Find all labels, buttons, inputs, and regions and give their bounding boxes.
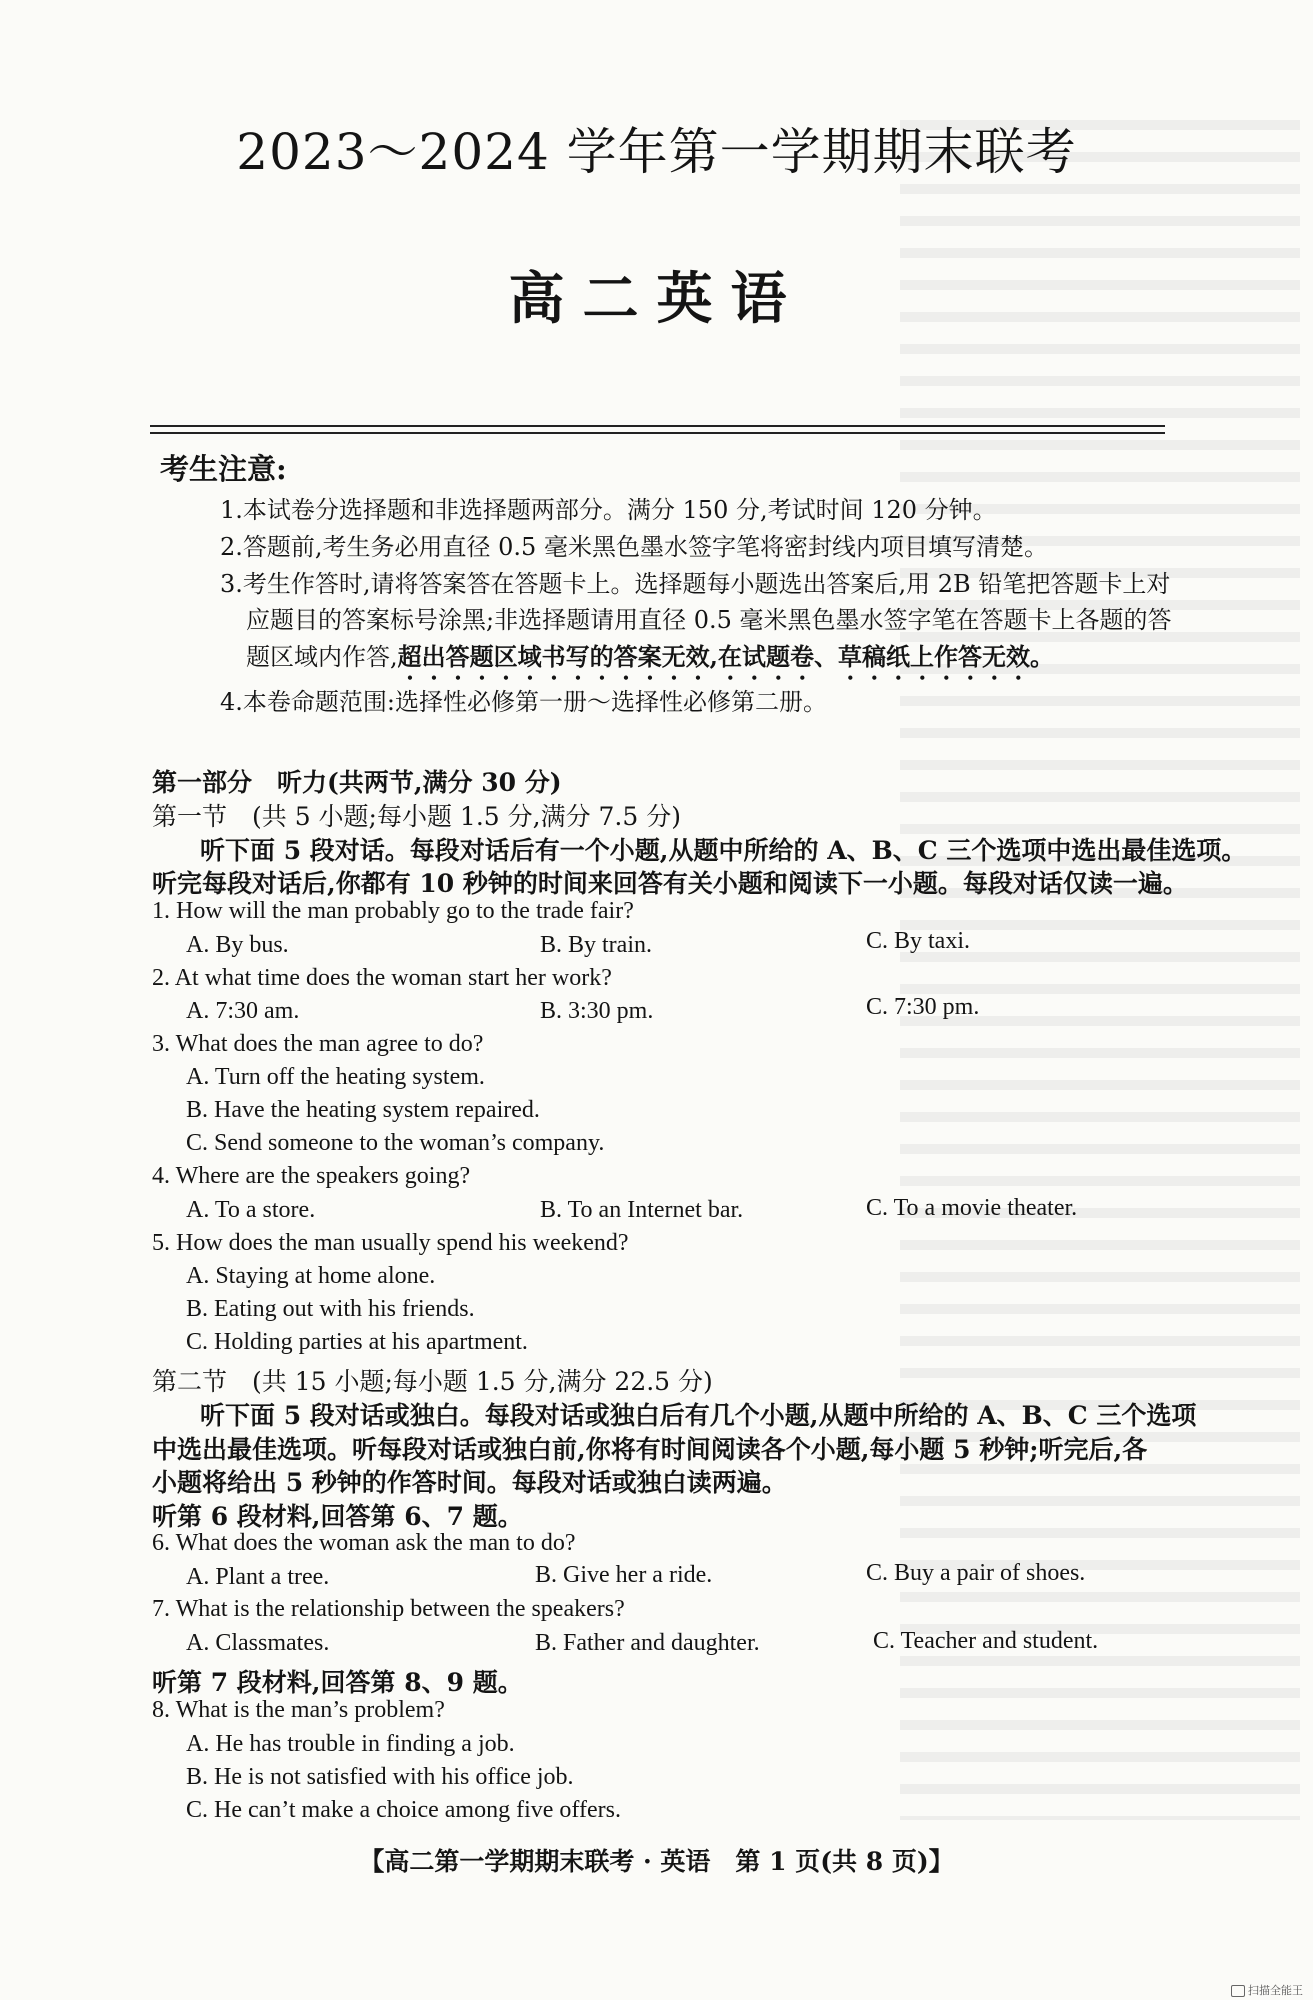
question-number: 1. [152, 898, 170, 924]
q3-option-c[interactable]: C. Send someone to the woman’s company. [186, 1130, 605, 1156]
notice-item-3-end [246, 637, 1054, 685]
question-text: How will the man probably go to the trade fair? [176, 898, 634, 924]
question-7 [152, 1596, 625, 1623]
divider-top [150, 425, 1165, 427]
page-footer: 【高二第一学期期末联考 · 英语 第 1 页(共 8 页)】 [359, 1847, 954, 1876]
question-number: 7. [152, 1596, 170, 1622]
question-text: What is the relationship between the speakers? [175, 1596, 625, 1622]
question-number: 4. [152, 1163, 170, 1189]
q2-option-b[interactable]: B. 3:30 pm. [540, 998, 654, 1024]
part1-heading: 第一部分 听力(共两节,满分 30 分) [152, 768, 562, 797]
watermark-text: 扫描全能王 [1248, 1984, 1303, 1997]
exam-title: 2023～2024 学年第一学期期末联考 [236, 123, 1077, 181]
section1-instruction-2: 听完每段对话后,你都有 10 秒钟的时间来回答有关小题和阅读下一小题。每段对话仅读一遍。 [152, 869, 1188, 898]
q5-option-a[interactable]: A. Staying at home alone. [186, 1263, 436, 1289]
q6-option-b[interactable]: B. Give her a ride. [535, 1562, 713, 1588]
question-text: What does the woman ask the man to do? [175, 1530, 576, 1556]
question-number: 3. [152, 1031, 170, 1057]
q8-option-a[interactable]: A. He has trouble in finding a job. [186, 1731, 515, 1757]
section2-instruction-1: 听下面 5 段对话或独白。每段对话或独白后有几个小题,从题中所给的 A、B、C 三个选项 [200, 1401, 1197, 1430]
q4-option-c[interactable]: C. To a movie theater. [866, 1195, 1078, 1221]
section2-instruction-2: 中选出最佳选项。听每段对话或独白前,你将有时间阅读各个小题,每小题 5 秒钟;听完后,各 [152, 1435, 1148, 1464]
question-number: 8. [152, 1697, 170, 1723]
q6-option-c[interactable]: C. Buy a pair of shoes. [866, 1560, 1086, 1586]
q6-option-a[interactable]: A. Plant a tree. [186, 1564, 330, 1590]
notice-item-3-cont: 应题目的答案标号涂黑;非选择题请用直径 0.5 毫米黑色墨水签字笔在答题卡上各题的答 [246, 606, 1172, 634]
question-text: How does the man usually spend his weekend? [176, 1230, 629, 1256]
exam-subject: 高二英语 [508, 266, 805, 332]
question-text: What does the man agree to do? [175, 1031, 484, 1057]
q4-option-a[interactable]: A. To a store. [186, 1197, 316, 1223]
q4-option-b[interactable]: B. To an Internet bar. [540, 1197, 744, 1223]
q1-option-c[interactable]: C. By taxi. [866, 928, 971, 954]
q8-option-c[interactable]: C. He can’t make a choice among five offers. [186, 1797, 621, 1823]
question-1 [152, 898, 634, 925]
q2-option-a[interactable]: A. 7:30 am. [186, 998, 300, 1024]
question-text: At what time does the woman start her work? [174, 965, 612, 991]
question-number: 6. [152, 1530, 170, 1556]
question-3 [152, 1031, 483, 1058]
notice-heading: 考生注意: [160, 452, 287, 486]
section2-heading: 第二节 (共 15 小题;每小题 1.5 分,满分 22.5 分) [152, 1367, 713, 1396]
question-4 [152, 1163, 470, 1190]
question-5 [152, 1230, 629, 1257]
notice-item-3: 3.考生作答时,请将答案答在答题卡上。选择题每小题选出答案后,用 2B 铅笔把答题卡上对 [220, 570, 1171, 598]
notice-emphasis: 超出答题区域书写的答案无效,在试题卷、草稿纸上作答无效。 [397, 642, 1054, 671]
question-8 [152, 1697, 445, 1724]
q7-option-c[interactable]: C. Teacher and student. [873, 1628, 1099, 1654]
q3-option-a[interactable]: A. Turn off the heating system. [186, 1064, 485, 1090]
material-7-label: 听第 7 段材料,回答第 8、9 题。 [152, 1668, 523, 1697]
q5-option-c[interactable]: C. Holding parties at his apartment. [186, 1329, 528, 1355]
section2-instruction-3: 小题将给出 5 秒钟的作答时间。每段对话或独白读两遍。 [152, 1468, 787, 1497]
q5-option-b[interactable]: B. Eating out with his friends. [186, 1296, 475, 1322]
q8-option-b[interactable]: B. He is not satisfied with his office job. [186, 1764, 574, 1790]
q2-option-c[interactable]: C. 7:30 pm. [866, 994, 980, 1020]
material-6-label: 听第 6 段材料,回答第 6、7 题。 [152, 1502, 523, 1531]
q7-option-b[interactable]: B. Father and daughter. [535, 1630, 760, 1656]
divider-bottom [150, 432, 1165, 434]
section1-heading: 第一节 (共 5 小题;每小题 1.5 分,满分 7.5 分) [152, 802, 681, 831]
scanner-watermark [1231, 1982, 1303, 1998]
question-text: What is the man’s problem? [175, 1697, 445, 1723]
section1-instruction-1: 听下面 5 段对话。每段对话后有一个小题,从题中所给的 A、B、C 三个选项中选出最佳选项。 [200, 836, 1247, 865]
question-number: 5. [152, 1230, 170, 1256]
question-number: 2. [152, 965, 170, 991]
q3-option-b[interactable]: B. Have the heating system repaired. [186, 1097, 540, 1123]
notice-item-1: 1.本试卷分选择题和非选择题两部分。满分 150 分,考试时间 120 分钟。 [220, 496, 997, 524]
scanner-app-icon [1231, 1985, 1245, 1997]
q1-option-b[interactable]: B. By train. [540, 932, 652, 958]
question-text: Where are the speakers going? [175, 1163, 471, 1189]
question-6 [152, 1530, 575, 1557]
question-2 [152, 965, 612, 992]
notice-item-4: 4.本卷命题范围:选择性必修第一册～选择性必修第二册。 [220, 688, 827, 716]
q7-option-a[interactable]: A. Classmates. [186, 1630, 330, 1656]
q1-option-a[interactable]: A. By bus. [186, 932, 289, 958]
notice-item-2: 2.答题前,考生务必用直径 0.5 毫米黑色墨水签字笔将密封线内项目填写清楚。 [220, 533, 1048, 561]
notice-item-3-end-text: 题区域内作答, [246, 643, 398, 671]
